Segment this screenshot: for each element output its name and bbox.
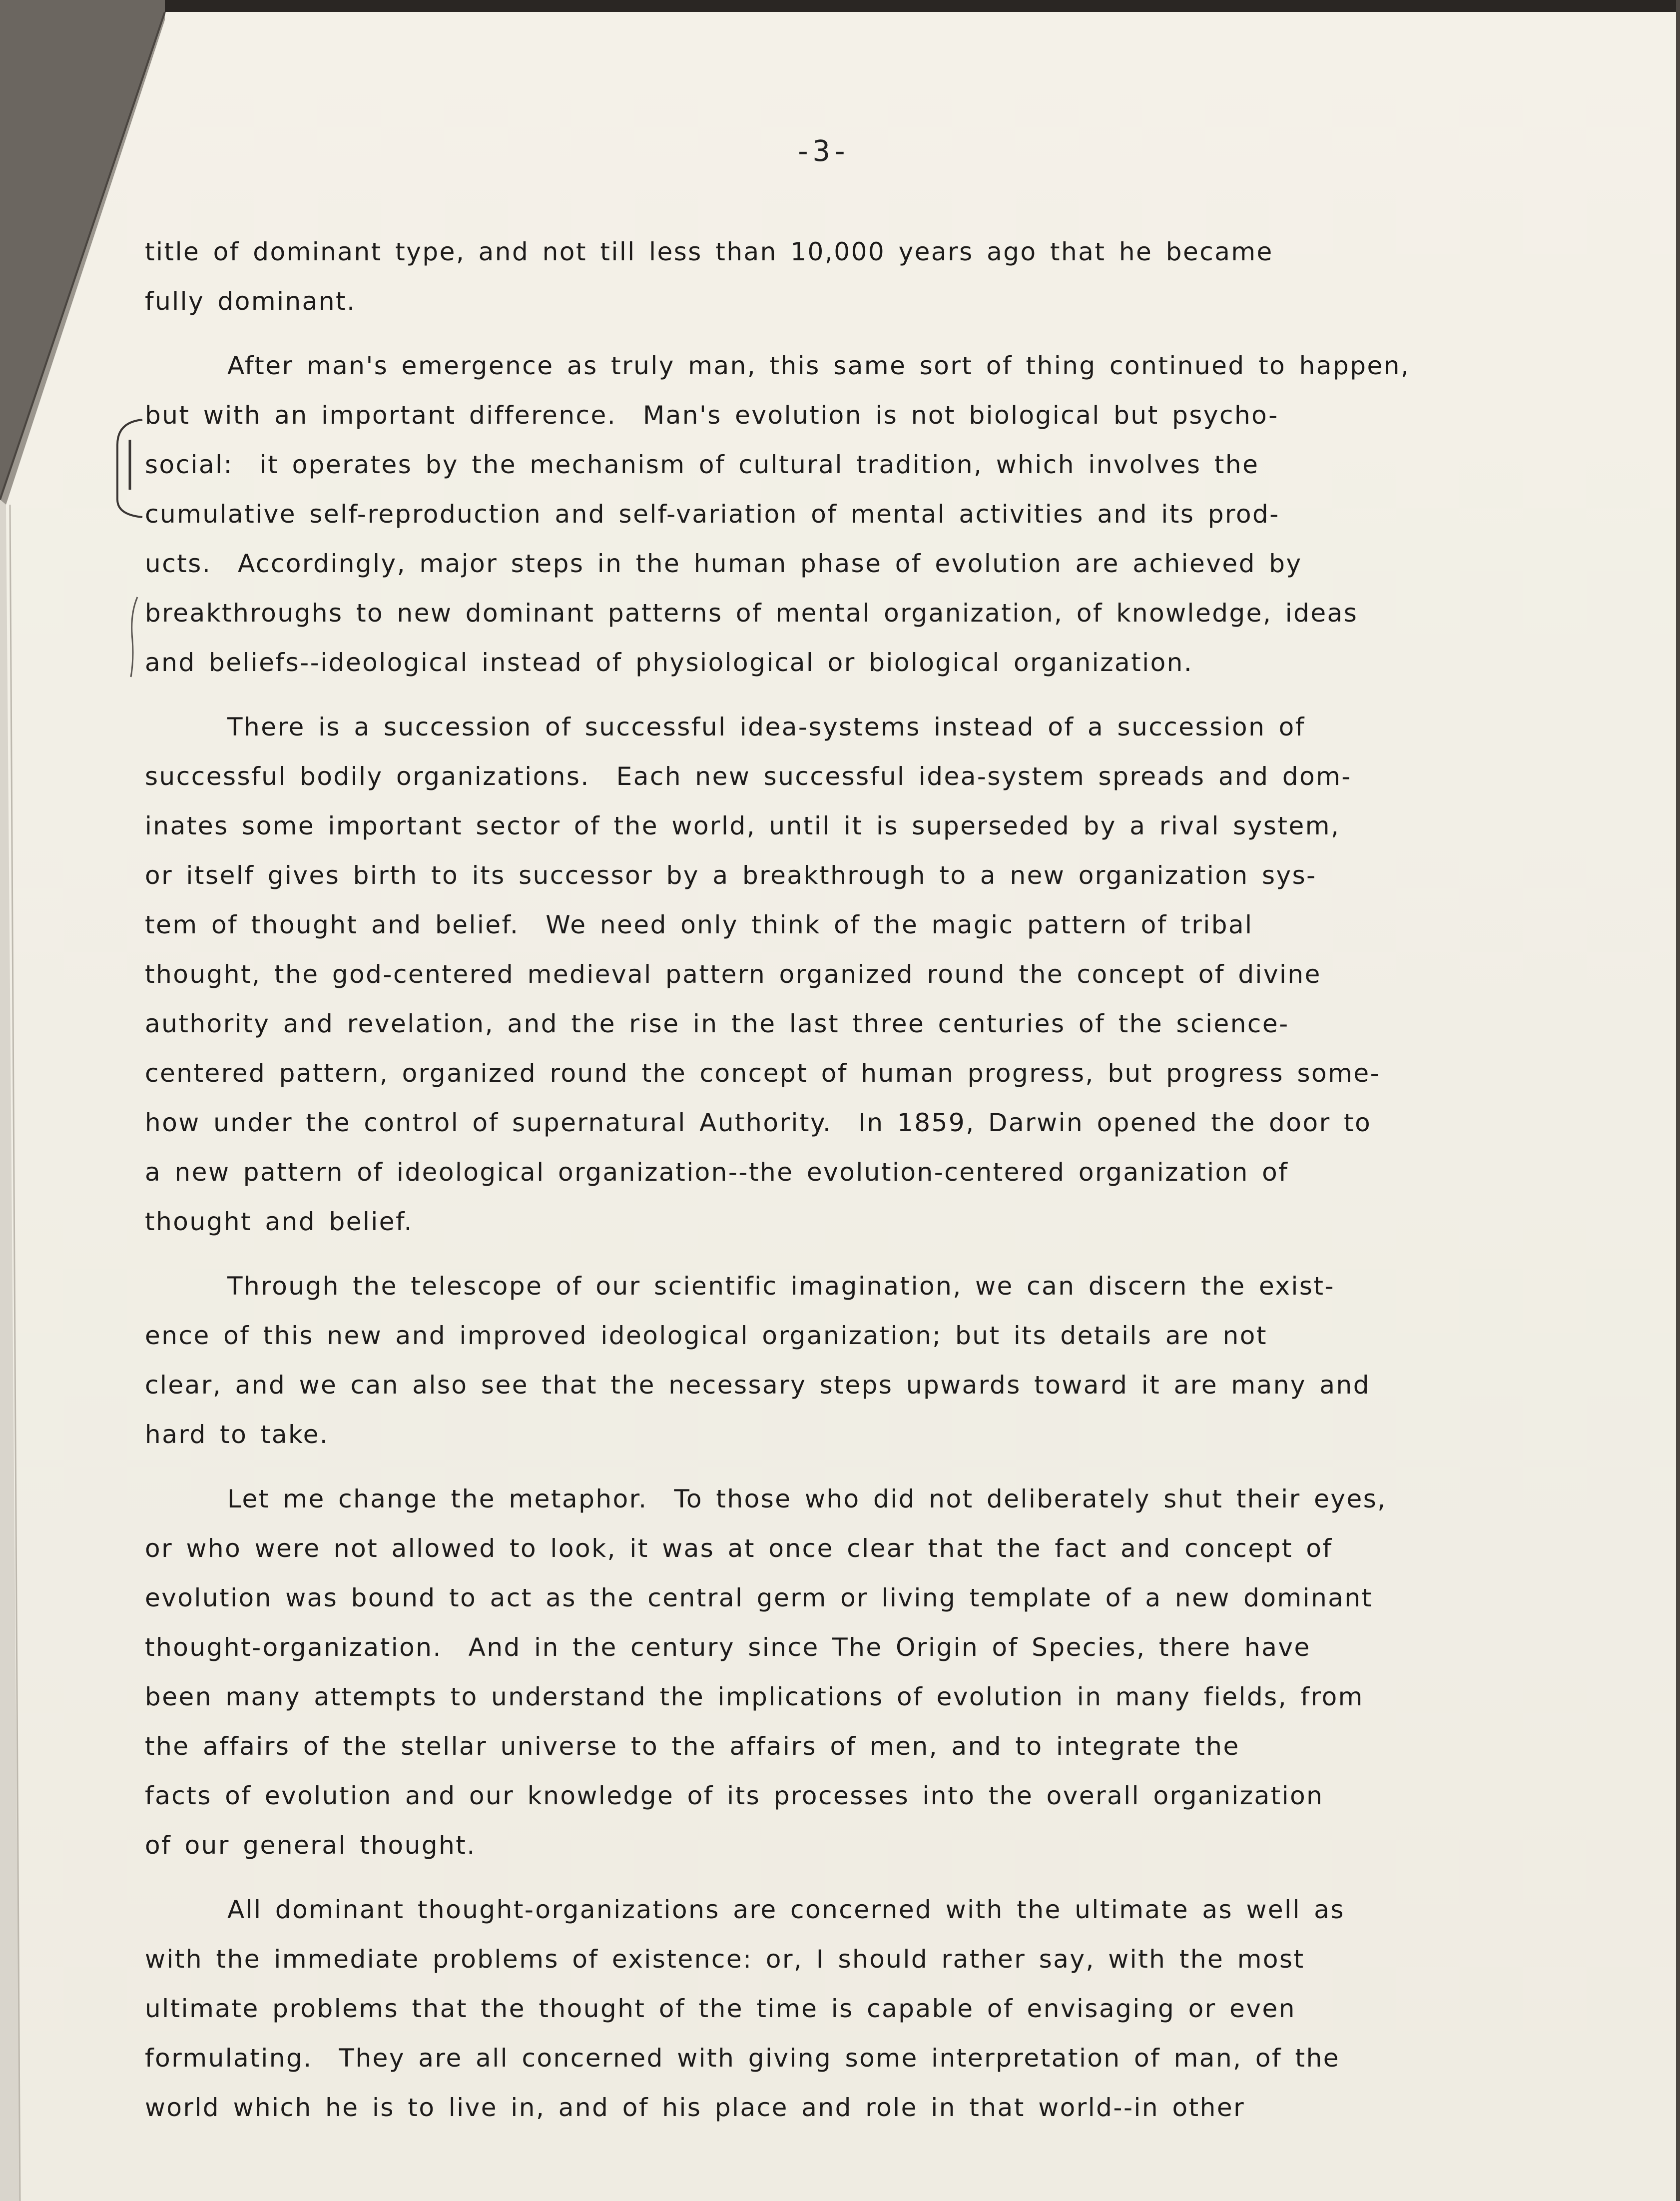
text-line: been many attempts to understand the implications of evolution in many fields, from — [145, 1682, 1364, 1711]
scan-edge-top — [165, 0, 1680, 12]
paragraph — [145, 703, 1554, 1247]
text-line: centered pattern, organized round the concept of human progress, but progress some- — [145, 1059, 1381, 1088]
text-line: of our general thought. — [145, 1831, 476, 1860]
text-line: hard to take. — [145, 1420, 329, 1449]
paragraph — [145, 1885, 1554, 2133]
text-line: thought-organization. And in the century since The Origin of Species, there have — [145, 1633, 1311, 1662]
text-line: fully dominant. — [145, 287, 356, 316]
text-line: social: it operates by the mechanism of cultural tradition, which involves the — [145, 450, 1259, 479]
text-line: cumulative self-reproduction and self-variation of mental activities and its prod- — [145, 500, 1280, 529]
text-line: with the immediate problems of existence: or, I should rather say, with the most — [145, 1945, 1305, 1974]
text-line: or itself gives birth to its successor by a breakthrough to a new organization sys- — [145, 861, 1317, 890]
text-line: ultimate problems that the thought of the time is capable of envisaging or even — [145, 1994, 1296, 2023]
text-line: breakthroughs to new dominant patterns of mental organization, of knowledge, ideas — [145, 599, 1358, 628]
document-body — [145, 227, 1554, 2133]
text-line: ucts. Accordingly, major steps in the human phase of evolution are achieved by — [145, 549, 1302, 578]
text-line: thought and belief. — [145, 1207, 413, 1236]
text-line: the affairs of the stellar universe to the affairs of men, and to integrate the — [145, 1732, 1240, 1761]
text-line: and beliefs--ideological instead of physiological or biological organization. — [145, 648, 1193, 677]
text-line: formulating. They are all concerned with giving some interpretation of man, of the — [145, 2044, 1340, 2073]
scan-edge-right — [1676, 0, 1680, 2201]
margin-line-mark — [125, 595, 145, 680]
page-number: -3- — [794, 134, 850, 168]
text-line: inates some important sector of the world, until it is superseded by a rival system, — [145, 811, 1340, 840]
text-line: evolution was bound to act as the central germ or living template of a new dominant — [145, 1583, 1373, 1612]
paragraph — [145, 341, 1554, 688]
text-line: world which he is to live in, and of his place and role in that world--in other — [145, 2093, 1245, 2122]
text-line: Through the telescope of our scientific imagination, we can discern the exist- — [227, 1272, 1335, 1301]
text-line: title of dominant type, and not till less than 10,000 years ago that he became — [145, 237, 1273, 266]
text-line: or who were not allowed to look, it was at once clear that the fact and concept of — [145, 1534, 1333, 1563]
text-line: ence of this new and improved ideological organization; but its details are not — [145, 1321, 1267, 1350]
text-line: All dominant thought-organizations are concerned with the ultimate as well as — [227, 1895, 1345, 1924]
folded-page-flap — [0, 0, 170, 2201]
text-line: clear, and we can also see that the necessary steps upwards toward it are many and — [145, 1371, 1370, 1400]
text-line: authority and revelation, and the rise in the last three centuries of the science- — [145, 1009, 1289, 1038]
text-line: There is a succession of successful idea-systems instead of a succession of — [227, 713, 1305, 741]
text-line: thought, the god-centered medieval pattern organized round the concept of divine — [145, 960, 1321, 989]
text-line: Let me change the metaphor. To those who did not deliberately shut their eyes, — [227, 1484, 1387, 1513]
paragraph — [145, 1262, 1554, 1460]
text-line: how under the control of supernatural Authority. In 1859, Darwin opened the door to — [145, 1108, 1372, 1137]
margin-bracket-mark — [107, 415, 147, 530]
text-line: successful bodily organizations. Each new successful idea-system spreads and dom- — [145, 762, 1352, 791]
paragraph — [145, 1474, 1554, 1870]
text-line: but with an important difference. Man's evolution is not biological but psycho- — [145, 401, 1279, 430]
text-line: a new pattern of ideological organization--the evolution-centered organization of — [145, 1158, 1289, 1187]
text-line: After man's emergence as truly man, this same sort of thing continued to happen, — [227, 351, 1410, 380]
text-line: tem of thought and belief. We need only think of the magic pattern of tribal — [145, 910, 1253, 939]
text-line: facts of evolution and our knowledge of its processes into the overall organization — [145, 1781, 1324, 1810]
paragraph — [145, 227, 1554, 326]
